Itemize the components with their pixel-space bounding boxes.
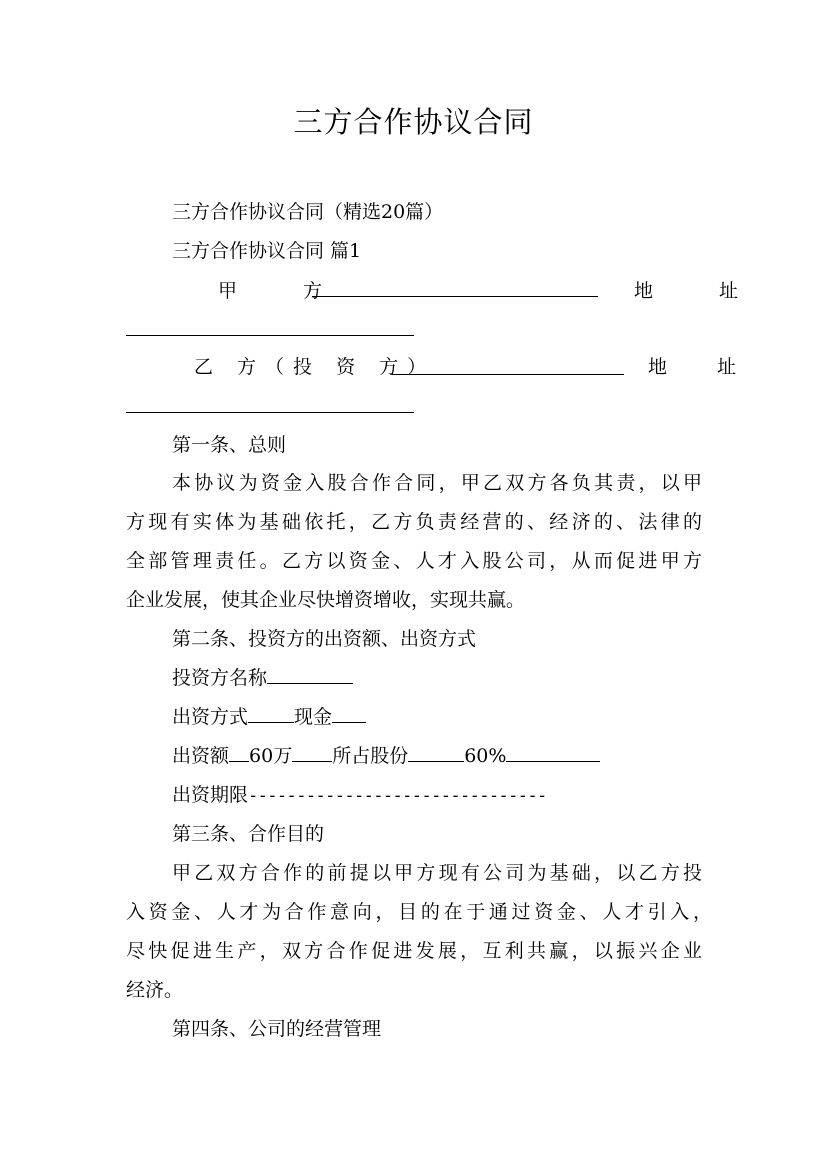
amount-label: 出资额 [172,745,230,767]
term-dashes: ------------------------------- [248,786,547,806]
article-1-title: 第一条、总则 [172,434,287,456]
article-3-line-2: 入资金、人才为合作意向，目的在于通过资金、人才引入， [126,901,712,923]
section-title: 三方合作协议合同 篇1 [172,240,362,262]
contribution-method-blank-1 [248,704,294,723]
party-b-address-label: 地 址 [648,356,759,378]
article-1-line-3: 全部管理责任。乙方以资金、人才入股公司，从而促进甲方 [126,550,702,572]
share-label: 所占股份 [332,745,409,767]
amount-row [172,743,600,769]
article-1-line-1: 本协议为资金入股合作合同，甲乙双方各负其责，以甲 [172,472,702,494]
article-4-title: 第四条、公司的经营管理 [172,1018,382,1040]
article-1-line-2: 方现有实体为基础依托，乙方负责经营的、经济的、法律的 [126,511,702,533]
article-3-title: 第三条、合作目的 [172,823,325,845]
share-blank-2 [506,743,600,762]
share-blank-1 [408,743,464,762]
article-1-line-4: 企业发展，使其企业尽快增资增收，实现共赢。 [126,589,526,611]
contribution-method-blank-2 [332,704,366,723]
document-title: 三方合作协议合同 [293,105,534,139]
amount-value: 60万 [249,745,293,767]
intro-line: 三方合作协议合同（精选20篇） [172,201,444,223]
investor-name-blank [267,665,353,684]
party-a-address-blank [126,335,414,336]
term-label: 出资期限 [172,784,249,806]
contribution-method-row [172,704,366,730]
article-3-line-1: 甲乙双方合作的前提以甲方现有公司为基础，以乙方投 [172,862,702,884]
article-2-title: 第二条、投资方的出资额、出资方式 [172,628,477,650]
article-3-line-4: 经济。 [126,979,184,1001]
share-value: 60% [464,745,507,767]
investor-name-label: 投资方名称 [172,667,268,689]
party-a-address-label: 地 址 [634,280,769,302]
contribution-method-label: 出资方式 [172,706,249,728]
investor-name-row [172,665,353,691]
contribution-method-value: 现金 [294,706,333,728]
term-row [172,782,547,809]
amount-blank-2 [292,743,332,762]
party-b-label: 乙 方（投 资 方） [194,356,436,378]
article-3-line-3: 尽快促进生产，双方合作促进发展，互利共赢，以振兴企业 [126,940,702,962]
party-a-label: 甲 方 [218,280,353,302]
party-b-address-blank [126,412,414,413]
amount-blank-1 [229,743,249,762]
party-a-blank [312,296,598,297]
party-b-blank [392,374,624,375]
